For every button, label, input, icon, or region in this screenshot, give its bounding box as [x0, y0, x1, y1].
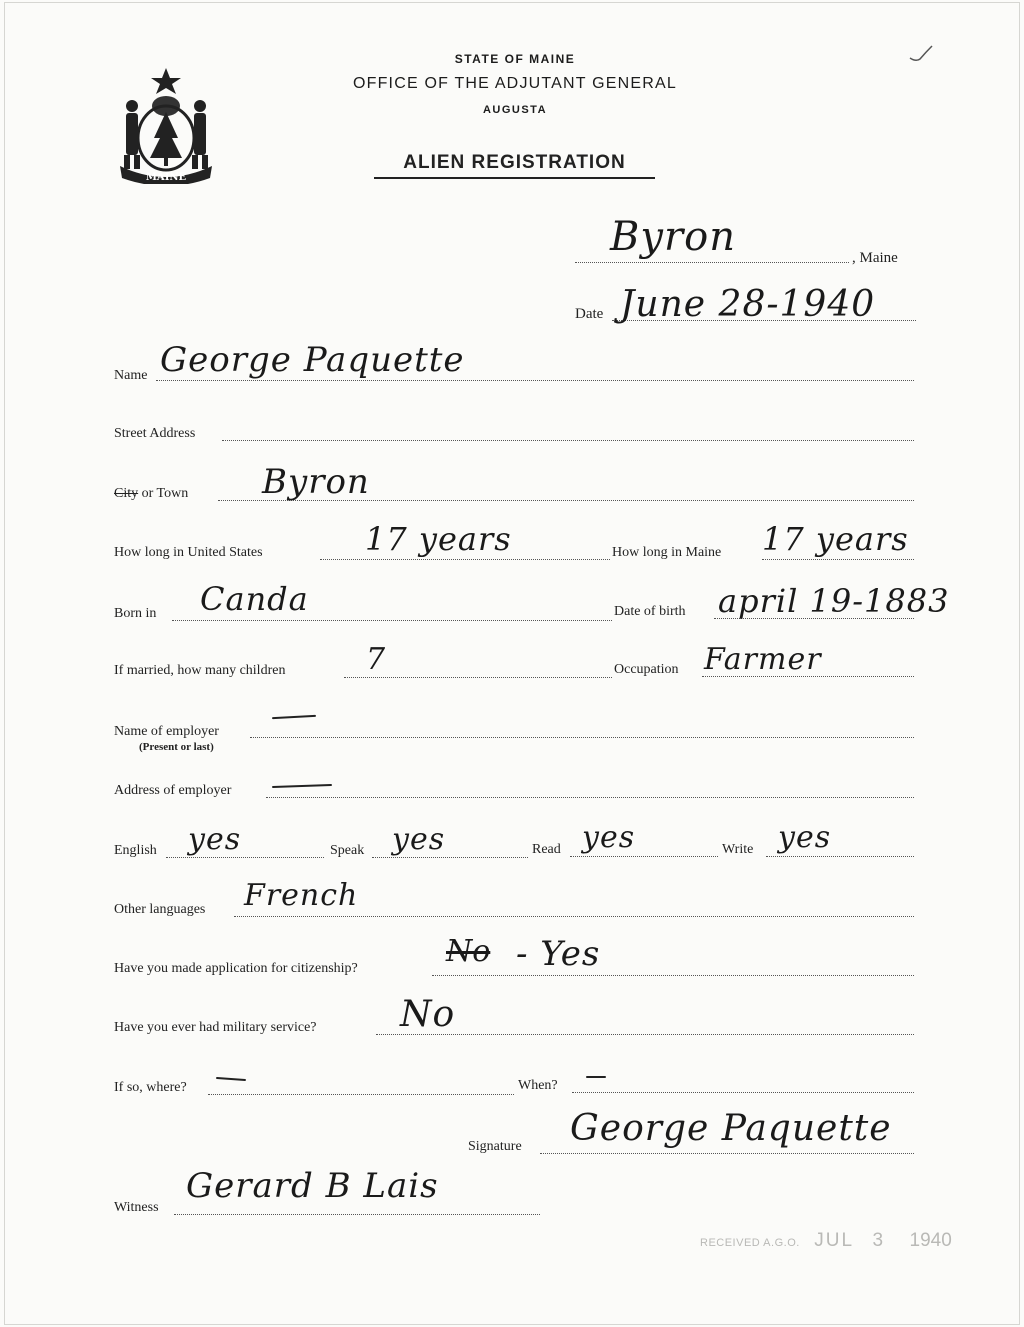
- if-so-where-line: [208, 1094, 514, 1095]
- signature-label: Signature: [468, 1139, 522, 1154]
- children-label: If married, how many children: [114, 663, 286, 678]
- other-languages-line: [234, 916, 914, 917]
- read-entry: yes: [582, 820, 636, 855]
- witness-line: [174, 1214, 540, 1215]
- or-town-text: or Town: [138, 486, 189, 501]
- english-label: English: [114, 843, 157, 858]
- stamp-month: JUL: [814, 1230, 855, 1251]
- years-maine-entry: 17 years: [762, 520, 909, 558]
- how-long-us-label: How long in United States: [114, 545, 263, 560]
- speak-label: Speak: [330, 843, 365, 858]
- name-label: Name: [114, 368, 148, 383]
- citizenship-struck-entry: No: [446, 934, 491, 969]
- speak-line: [372, 857, 528, 858]
- english-entry: yes: [188, 822, 242, 857]
- date-label: Date: [575, 306, 604, 322]
- citizenship-entry: - Yes: [516, 934, 601, 974]
- how-long-maine-label: How long in Maine: [612, 545, 722, 560]
- signature-line: [540, 1153, 914, 1154]
- stamp-received-text: RECEIVED A.G.O.: [700, 1237, 800, 1249]
- name-line: [156, 380, 914, 381]
- when-label: When?: [518, 1078, 558, 1093]
- date-entry: June 28-1940: [620, 284, 876, 325]
- employer-address-line: [266, 797, 914, 798]
- employer-name-line: [250, 737, 914, 738]
- witness-label: Witness: [114, 1200, 159, 1215]
- state-heading: STATE OF MAINE: [454, 52, 576, 66]
- signature-entry: George Paquette: [570, 1108, 892, 1149]
- born-in-line: [172, 620, 612, 621]
- military-line: [376, 1034, 914, 1035]
- children-line: [344, 677, 612, 678]
- stamp-day: 3: [872, 1230, 884, 1251]
- military-label: Have you ever had military service?: [114, 1020, 317, 1035]
- employer-name-label: Name of employer: [114, 724, 219, 739]
- born-in-entry: Canda: [200, 580, 309, 618]
- when-line: [572, 1092, 914, 1093]
- town-header-entry: Byron: [610, 214, 736, 260]
- english-line: [166, 857, 324, 858]
- citizenship-label: Have you made application for citizenship?: [114, 961, 358, 976]
- children-entry: 7: [366, 642, 387, 677]
- occupation-label: Occupation: [614, 662, 679, 677]
- town-entry: Byron: [262, 462, 370, 502]
- date-of-birth-entry: april 19-1883: [718, 582, 950, 620]
- stamp-year: 1940: [909, 1230, 952, 1251]
- military-entry: No: [400, 994, 456, 1035]
- city-struck-text: City: [114, 486, 139, 501]
- citizenship-line: [432, 975, 914, 976]
- check-mark-icon: [908, 44, 934, 64]
- how-long-us-line: [320, 559, 610, 560]
- state-of-maine-seal-icon: [110, 66, 222, 184]
- years-us-entry: 17 years: [365, 520, 512, 558]
- write-label: Write: [722, 842, 754, 857]
- form-title: ALIEN REGISTRATION: [374, 152, 655, 179]
- maine-label: , Maine: [852, 250, 898, 266]
- write-line: [766, 856, 914, 857]
- other-languages-entry: French: [244, 878, 359, 913]
- read-line: [570, 856, 718, 857]
- occupation-entry: Farmer: [704, 642, 822, 677]
- employer-name-sublabel: (Present or last): [139, 741, 214, 753]
- born-in-label: Born in: [114, 606, 157, 621]
- how-long-maine-line: [762, 559, 914, 560]
- other-languages-label: Other languages: [114, 902, 206, 917]
- date-of-birth-label: Date of birth: [614, 604, 686, 619]
- street-address-label: Street Address: [114, 426, 196, 441]
- city-heading: AUGUSTA: [482, 104, 548, 116]
- received-stamp: [700, 1230, 952, 1252]
- witness-entry: Gerard B Lais: [186, 1166, 439, 1206]
- town-header-line: [575, 262, 849, 263]
- office-heading: OFFICE OF THE ADJUTANT GENERAL: [352, 75, 678, 92]
- city-or-town-label: [114, 486, 188, 502]
- if-so-where-label: If so, where?: [114, 1080, 187, 1095]
- when-dash: [586, 1076, 606, 1078]
- employer-address-label: Address of employer: [114, 783, 232, 798]
- read-label: Read: [532, 842, 561, 857]
- write-entry: yes: [778, 820, 832, 855]
- seal-text: MAINE: [145, 172, 187, 183]
- name-entry: George Paquette: [160, 340, 465, 380]
- speak-entry: yes: [392, 822, 446, 857]
- street-address-line: [222, 440, 914, 441]
